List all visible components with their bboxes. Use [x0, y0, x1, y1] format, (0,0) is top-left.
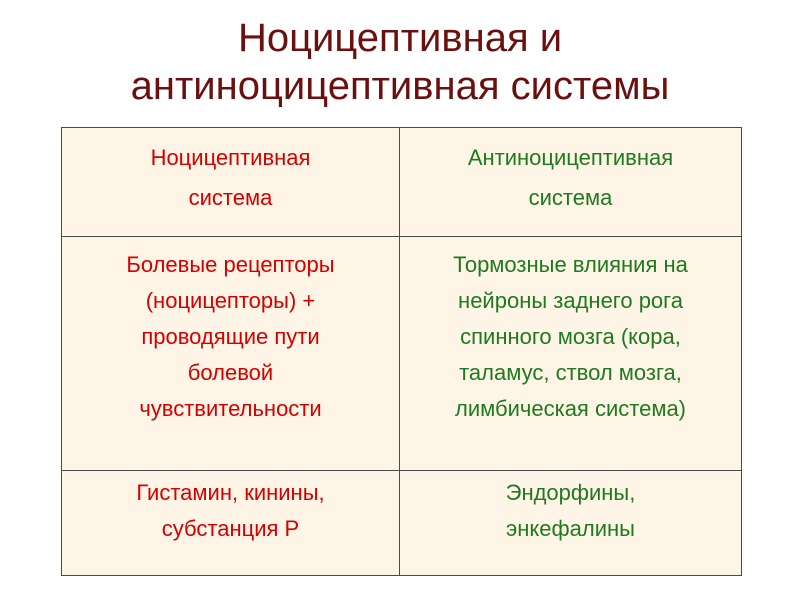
header-nociceptive-line-1: Ноцицептивная	[150, 145, 311, 170]
cell-pain-receptors	[62, 237, 400, 471]
cell-text-line: лимбическая система)	[455, 396, 686, 421]
cell-text-line: спинного мозга (кора,	[460, 324, 681, 349]
comparison-table	[61, 127, 742, 576]
cell-mediators-antinociceptive	[400, 471, 742, 576]
cell-text-line: проводящие пути	[141, 324, 320, 349]
cell-text-line: Болевые рецепторы	[126, 252, 335, 277]
header-nociceptive	[62, 128, 400, 237]
title-line-2: антиноцицептивная системы	[130, 64, 670, 108]
cell-text-line: Гистамин, кинины,	[136, 480, 325, 505]
cell-text-line: энкефалины	[506, 516, 635, 541]
table-header-row	[62, 128, 742, 237]
cell-text-line: субстанция Р	[161, 516, 300, 541]
table-row	[62, 237, 742, 471]
header-antinociceptive	[400, 128, 742, 237]
cell-text-line: чувствительности	[139, 396, 322, 421]
cell-inhibitory-influences	[400, 237, 742, 471]
cell-text-line: Тормозные влияния на	[453, 252, 688, 277]
header-nociceptive-line-2: система	[188, 185, 273, 210]
title-line-1: Ноцицептивная и	[237, 16, 563, 60]
cell-mediators-nociceptive	[62, 471, 400, 576]
cell-text-line: таламус, ствол мозга,	[459, 360, 682, 385]
cell-text-line: Эндорфины,	[505, 480, 636, 505]
cell-text-line: болевой	[187, 360, 274, 385]
table-row	[62, 471, 742, 576]
slide-title	[0, 14, 800, 110]
cell-text-line: (ноцицепторы) +	[145, 288, 316, 313]
cell-text-line: нейроны заднего рога	[458, 288, 683, 313]
header-antinociceptive-line-1: Антиноцицептивная	[467, 145, 674, 170]
header-antinociceptive-line-2: система	[528, 185, 613, 210]
